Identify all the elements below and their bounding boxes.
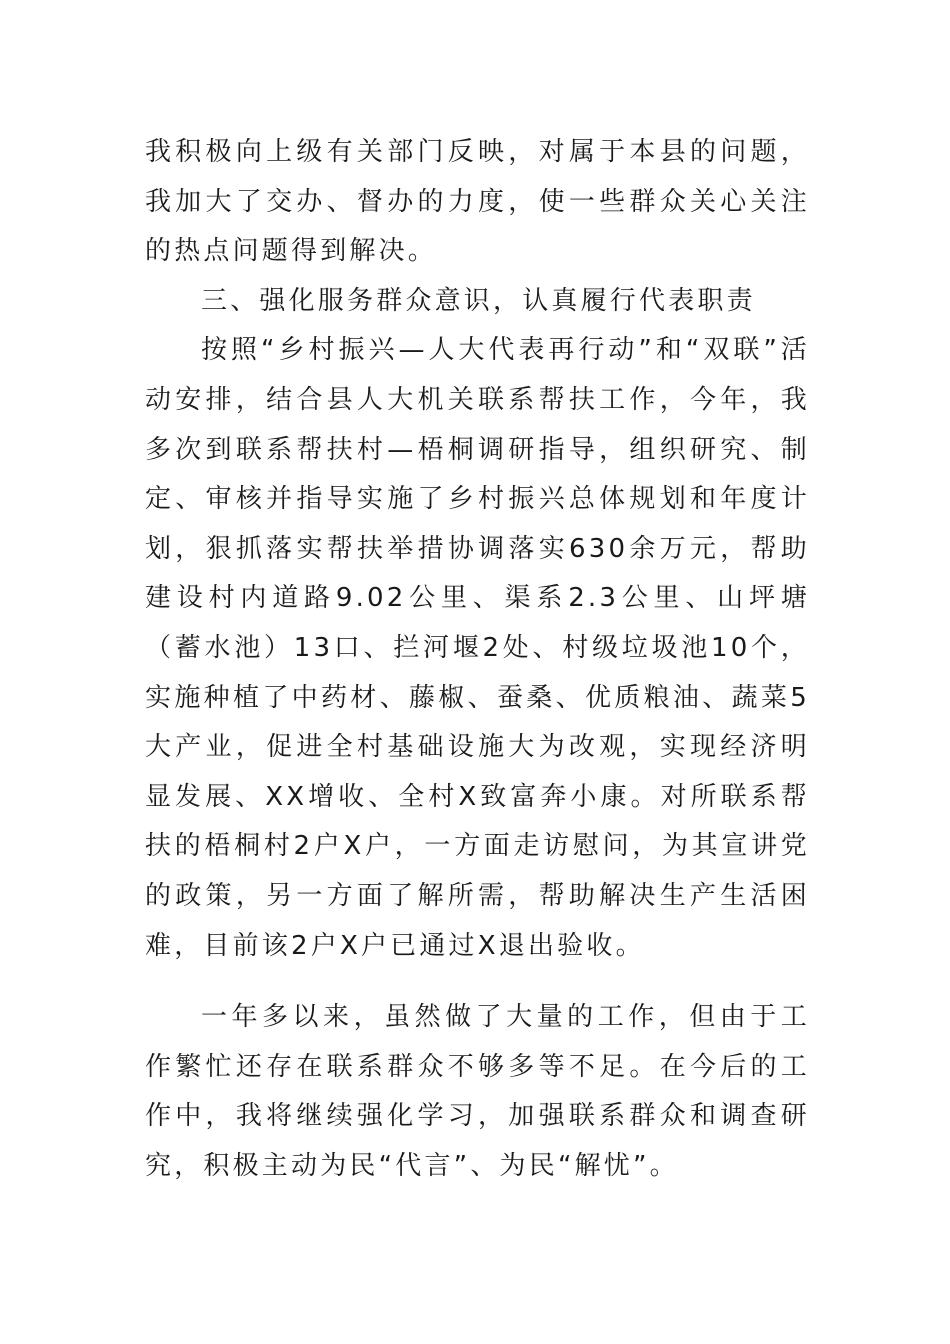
paragraph-continuation: 我积极向上级有关部门反映，对属于本县的问题，我加大了交办、督办的力度，使一些群众关心关注的热点问题得到解决。 bbox=[145, 137, 810, 267]
paragraph-conclusion: 一年多以来，虽然做了大量的工作，但由于工作繁忙还存在联系群众不够多等不足。在今后的工作中，我将继续强化学习，加强联系群众和调查研究，积极主动为民“代言”、为民“解忧”。 bbox=[145, 1002, 810, 1181]
document-body bbox=[145, 128, 810, 1191]
paragraph-poverty-alleviation: 按照“乡村振兴—人大代表再行动”和“双联”活动安排，结合县人大机关联系帮扶工作，今年，我多次到联系帮扶村—梧桐调研指导，组织研究、制定、审核并指导实施了乡村振兴总体规划和年度计划，狠抓落实帮扶举措协调落实630余万元，帮助建设村内道路9.02公里、渠系2.3公里、山坪塘（蓄水池）13口、拦河堰2处、村级垃圾池10个，实施种植了中药材、藤椒、蚕桑、优质粮油、蔬菜5大产业，促进全村基础设施大为改观，实现经济明显发展、XX增收、全村X致富奔小康。对所联系帮扶的梧桐村2户X户，一方面走访慰问，为其宣讲党的政策，另一方面了解所需，帮助解决生产生活困难，目前该2户X户已通过X退出验收。 bbox=[145, 335, 810, 961]
section-heading: 三、强化服务群众意识，认真履行代表职责 bbox=[201, 285, 756, 316]
paragraph-gap bbox=[145, 971, 810, 993]
